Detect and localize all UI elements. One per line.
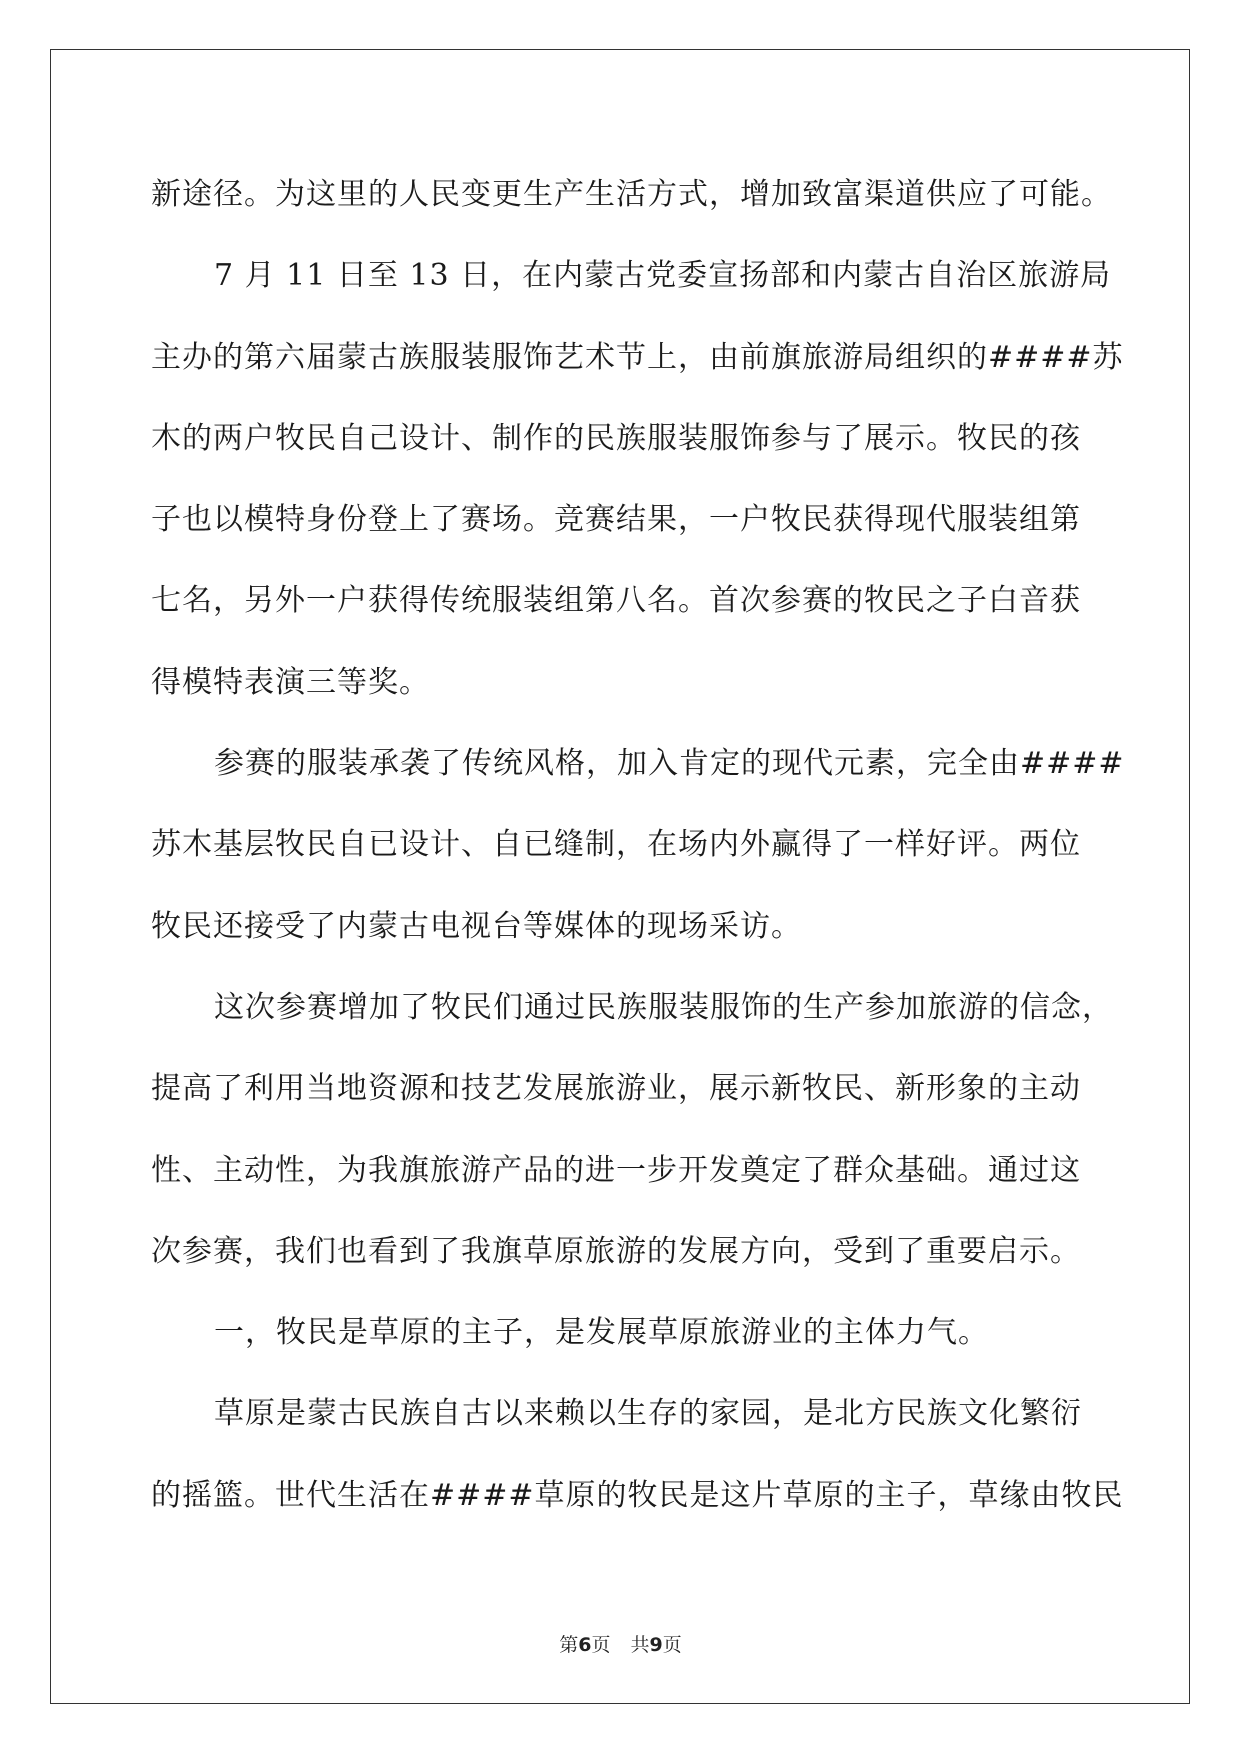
- page-footer: [0, 1630, 1241, 1657]
- page-number: 6: [578, 1634, 592, 1656]
- text-line: 这次参赛增加了牧民们通过民族服装服饰的生产参加旅游的信念，: [214, 989, 1113, 1025]
- text-line: 子也以模特身份登上了赛场。竞赛结果，一户牧民获得现代服装组第: [151, 502, 1081, 538]
- text-line: 木的两户牧民自己设计、制作的民族服装服饰参与了展示。牧民的孩: [151, 420, 1081, 456]
- body-text: [151, 154, 1125, 1536]
- text-line: 牧民还接受了内蒙古电视台等媒体的现场采访。: [151, 908, 802, 944]
- page-prefix: 第: [559, 1634, 579, 1656]
- page-suffix: 页: [591, 1634, 611, 1656]
- total-pages: 9: [649, 1634, 663, 1656]
- text-line: 主办的第六届蒙古族服装服饰艺术节上，由前旗旅游局组织的####苏: [151, 339, 1124, 375]
- text-line: 七名，另外一户获得传统服装组第八名。首次参赛的牧民之子白音获: [151, 583, 1081, 619]
- text-line: 提高了利用当地资源和技艺发展旅游业，展示新牧民、新形象的主动: [151, 1071, 1081, 1107]
- text-line: 新途径。为这里的人民变更生产生活方式，增加致富渠道供应了可能。: [151, 177, 1112, 212]
- total-prefix: 共: [630, 1634, 650, 1656]
- text-line: 苏木基层牧民自已设计、自已缝制，在场内外赢得了一样好评。两位: [151, 827, 1081, 863]
- text-line: 参赛的服装承袭了传统风格，加入肯定的现代元素，完全由####: [214, 746, 1125, 782]
- text-line: 草原是蒙古民族自古以来赖以生存的家园，是北方民族文化繁衍: [214, 1396, 1082, 1432]
- text-line: 的摇篮。世代生活在####草原的牧民是这片草原的主子，草缘由牧民: [151, 1477, 1124, 1513]
- text-line: 得模特表演三等奖。: [151, 664, 430, 700]
- text-line: 一，牧民是草原的主子，是发展草原旅游业的主体力气。: [214, 1315, 989, 1351]
- text-line: 性、主动性，为我旗旅游产品的进一步开发奠定了群众基础。通过这: [151, 1152, 1081, 1188]
- total-suffix: 页: [662, 1634, 682, 1656]
- text-line: 7 月 11 日至 13 日，在内蒙古党委宣扬部和内蒙古自治区旅游局: [214, 258, 1112, 294]
- text-line: 次参赛，我们也看到了我旗草原旅游的发展方向，受到了重要启示。: [151, 1233, 1081, 1269]
